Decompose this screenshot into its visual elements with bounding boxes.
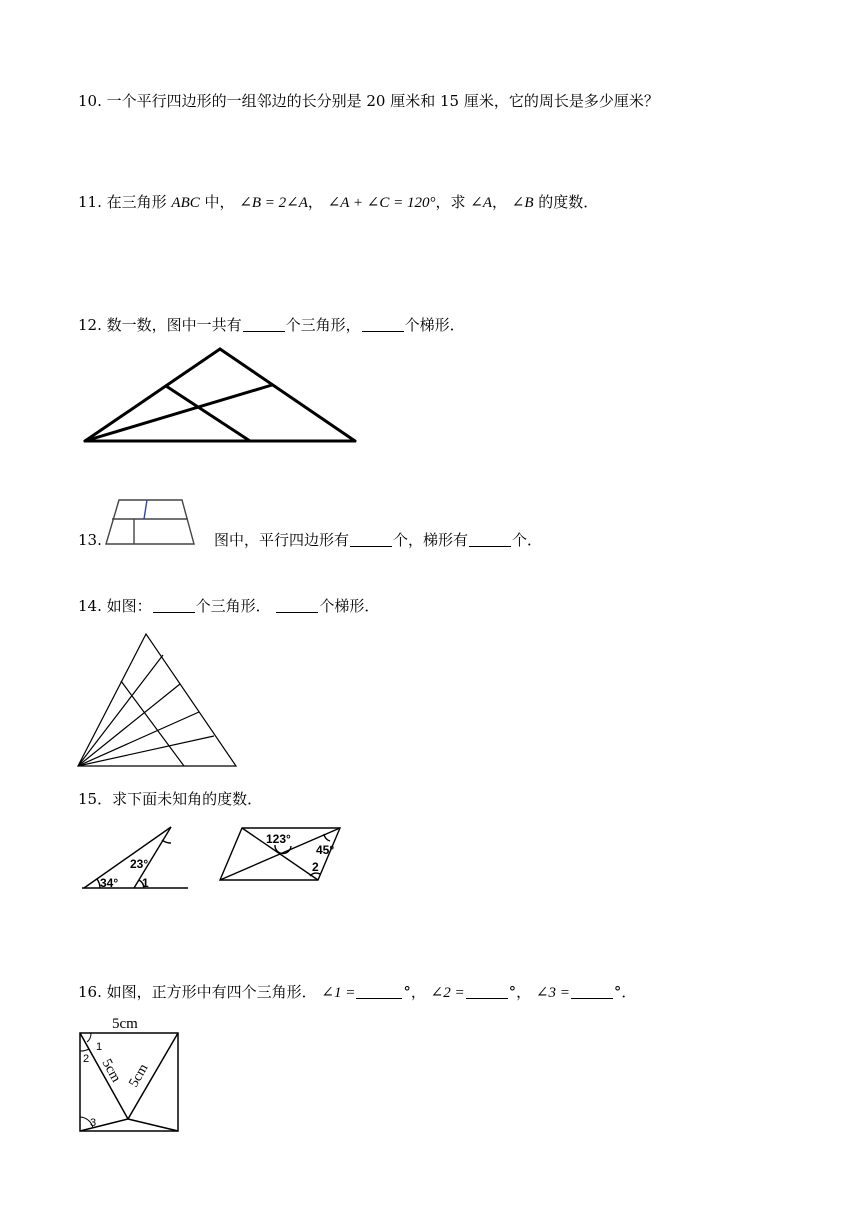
question-13-part2: 个，梯形有 [393,531,469,549]
question-13-part3: 个． [512,531,543,549]
angle-arc [87,1033,91,1042]
answer-blank-angle-2[interactable] [466,984,508,999]
angle-1-label: ∠1 = [321,985,356,1001]
question-16 [78,982,636,1003]
figure-ray [78,655,163,766]
question-12 [78,315,465,335]
answer-blank-angle-1[interactable] [356,984,402,999]
question-12-figure [80,345,360,445]
question-15 [78,789,262,809]
answer-blank-trapezoids[interactable] [469,532,511,547]
angle-arc [80,1049,89,1051]
side-label-left: 5cm [98,1056,124,1086]
figure-ray [78,736,214,766]
answer-blank-triangles[interactable] [243,317,285,332]
question-15-text: 15．求下面未知角的度数． [78,790,263,808]
side-label-top: 5cm [112,1016,138,1032]
angle-number-1: 1 [96,1041,103,1053]
figure-segment [80,1119,128,1131]
angle-label-2: 2 [312,860,319,874]
answer-blank-trapezoids[interactable] [276,598,318,613]
question-12-part1: 12. 数一数，图中一共有 [78,316,242,334]
condition-1: ∠B = 2∠A [239,195,308,211]
question-13-figure [102,498,198,546]
angle-label-23: 23° [130,857,149,871]
question-10-text: 10. 一个平行四边形的一组邻边的长分别是 20 厘米和 15 厘米，它的周长是多少厘米？ [78,92,659,110]
question-14-part1: 14. 如图： [78,597,152,615]
answer-blank-parallelograms[interactable] [350,532,392,547]
question-15-figure-2 [218,824,344,884]
question-14-figure [74,630,244,772]
figure-ray [78,712,199,766]
figure-edge [85,349,220,441]
degree-1: °， [403,983,426,1001]
angle-number-3: 3 [90,1117,97,1129]
angle-2-label: ∠2 = [430,985,465,1001]
answer-blank-triangles[interactable] [153,598,195,613]
question-11-sep: ， [307,193,323,211]
degree-3: °． [613,983,637,1001]
question-16-figure [76,1010,184,1138]
degree-2: °， [508,983,532,1001]
angle-number-2: 2 [83,1053,90,1065]
question-15-figure-1 [80,824,192,892]
figure-trapezoid [106,500,194,544]
answer-blank-trapezoids[interactable] [362,317,404,332]
question-14 [78,596,379,616]
question-11-mid2: ，求 [435,193,471,211]
figure-segment [128,1119,178,1131]
question-10 [78,91,659,111]
answer-blank-angle-3[interactable] [571,984,613,999]
condition-2: ∠A + ∠C = 120° [327,195,436,211]
triangle-name: ABC [171,195,200,211]
angle-3-label: ∠3 = [535,985,570,1001]
question-11-suffix: 的度数． [533,193,599,211]
question-13-part1: 图中，平行四边形有 [214,531,350,549]
question-12-part2: 个三角形， [285,316,361,334]
angle-label-1: 1 [142,876,149,890]
side-label-right: 5cm [126,1061,152,1090]
angle-label-34: 34° [100,876,119,890]
question-14-part3: 个梯形． [319,597,380,615]
question-16-part1: 16. 如图，正方形中有四个三角形． [78,983,317,1001]
question-13 [78,530,102,550]
question-11 [78,192,598,213]
ask-angle-a: ∠A [470,195,492,211]
ask-angle-b: ∠B [511,195,534,211]
question-11-mid1: 中， [199,193,235,211]
question-13-text [214,530,542,550]
question-11-sep2: ， [492,193,508,211]
question-14-part2: 个三角形． [195,597,271,615]
question-13-number: 13. [78,531,102,549]
angle-arc [162,840,171,843]
angle-label-123: 123° [266,832,291,846]
figure-edge [84,827,171,888]
figure-ray [78,684,180,766]
question-11-prefix: 11. 在三角形 [78,193,172,211]
figure-segment [144,500,147,519]
angle-label-45: 45° [316,843,335,857]
question-12-part3: 个梯形． [404,316,465,334]
